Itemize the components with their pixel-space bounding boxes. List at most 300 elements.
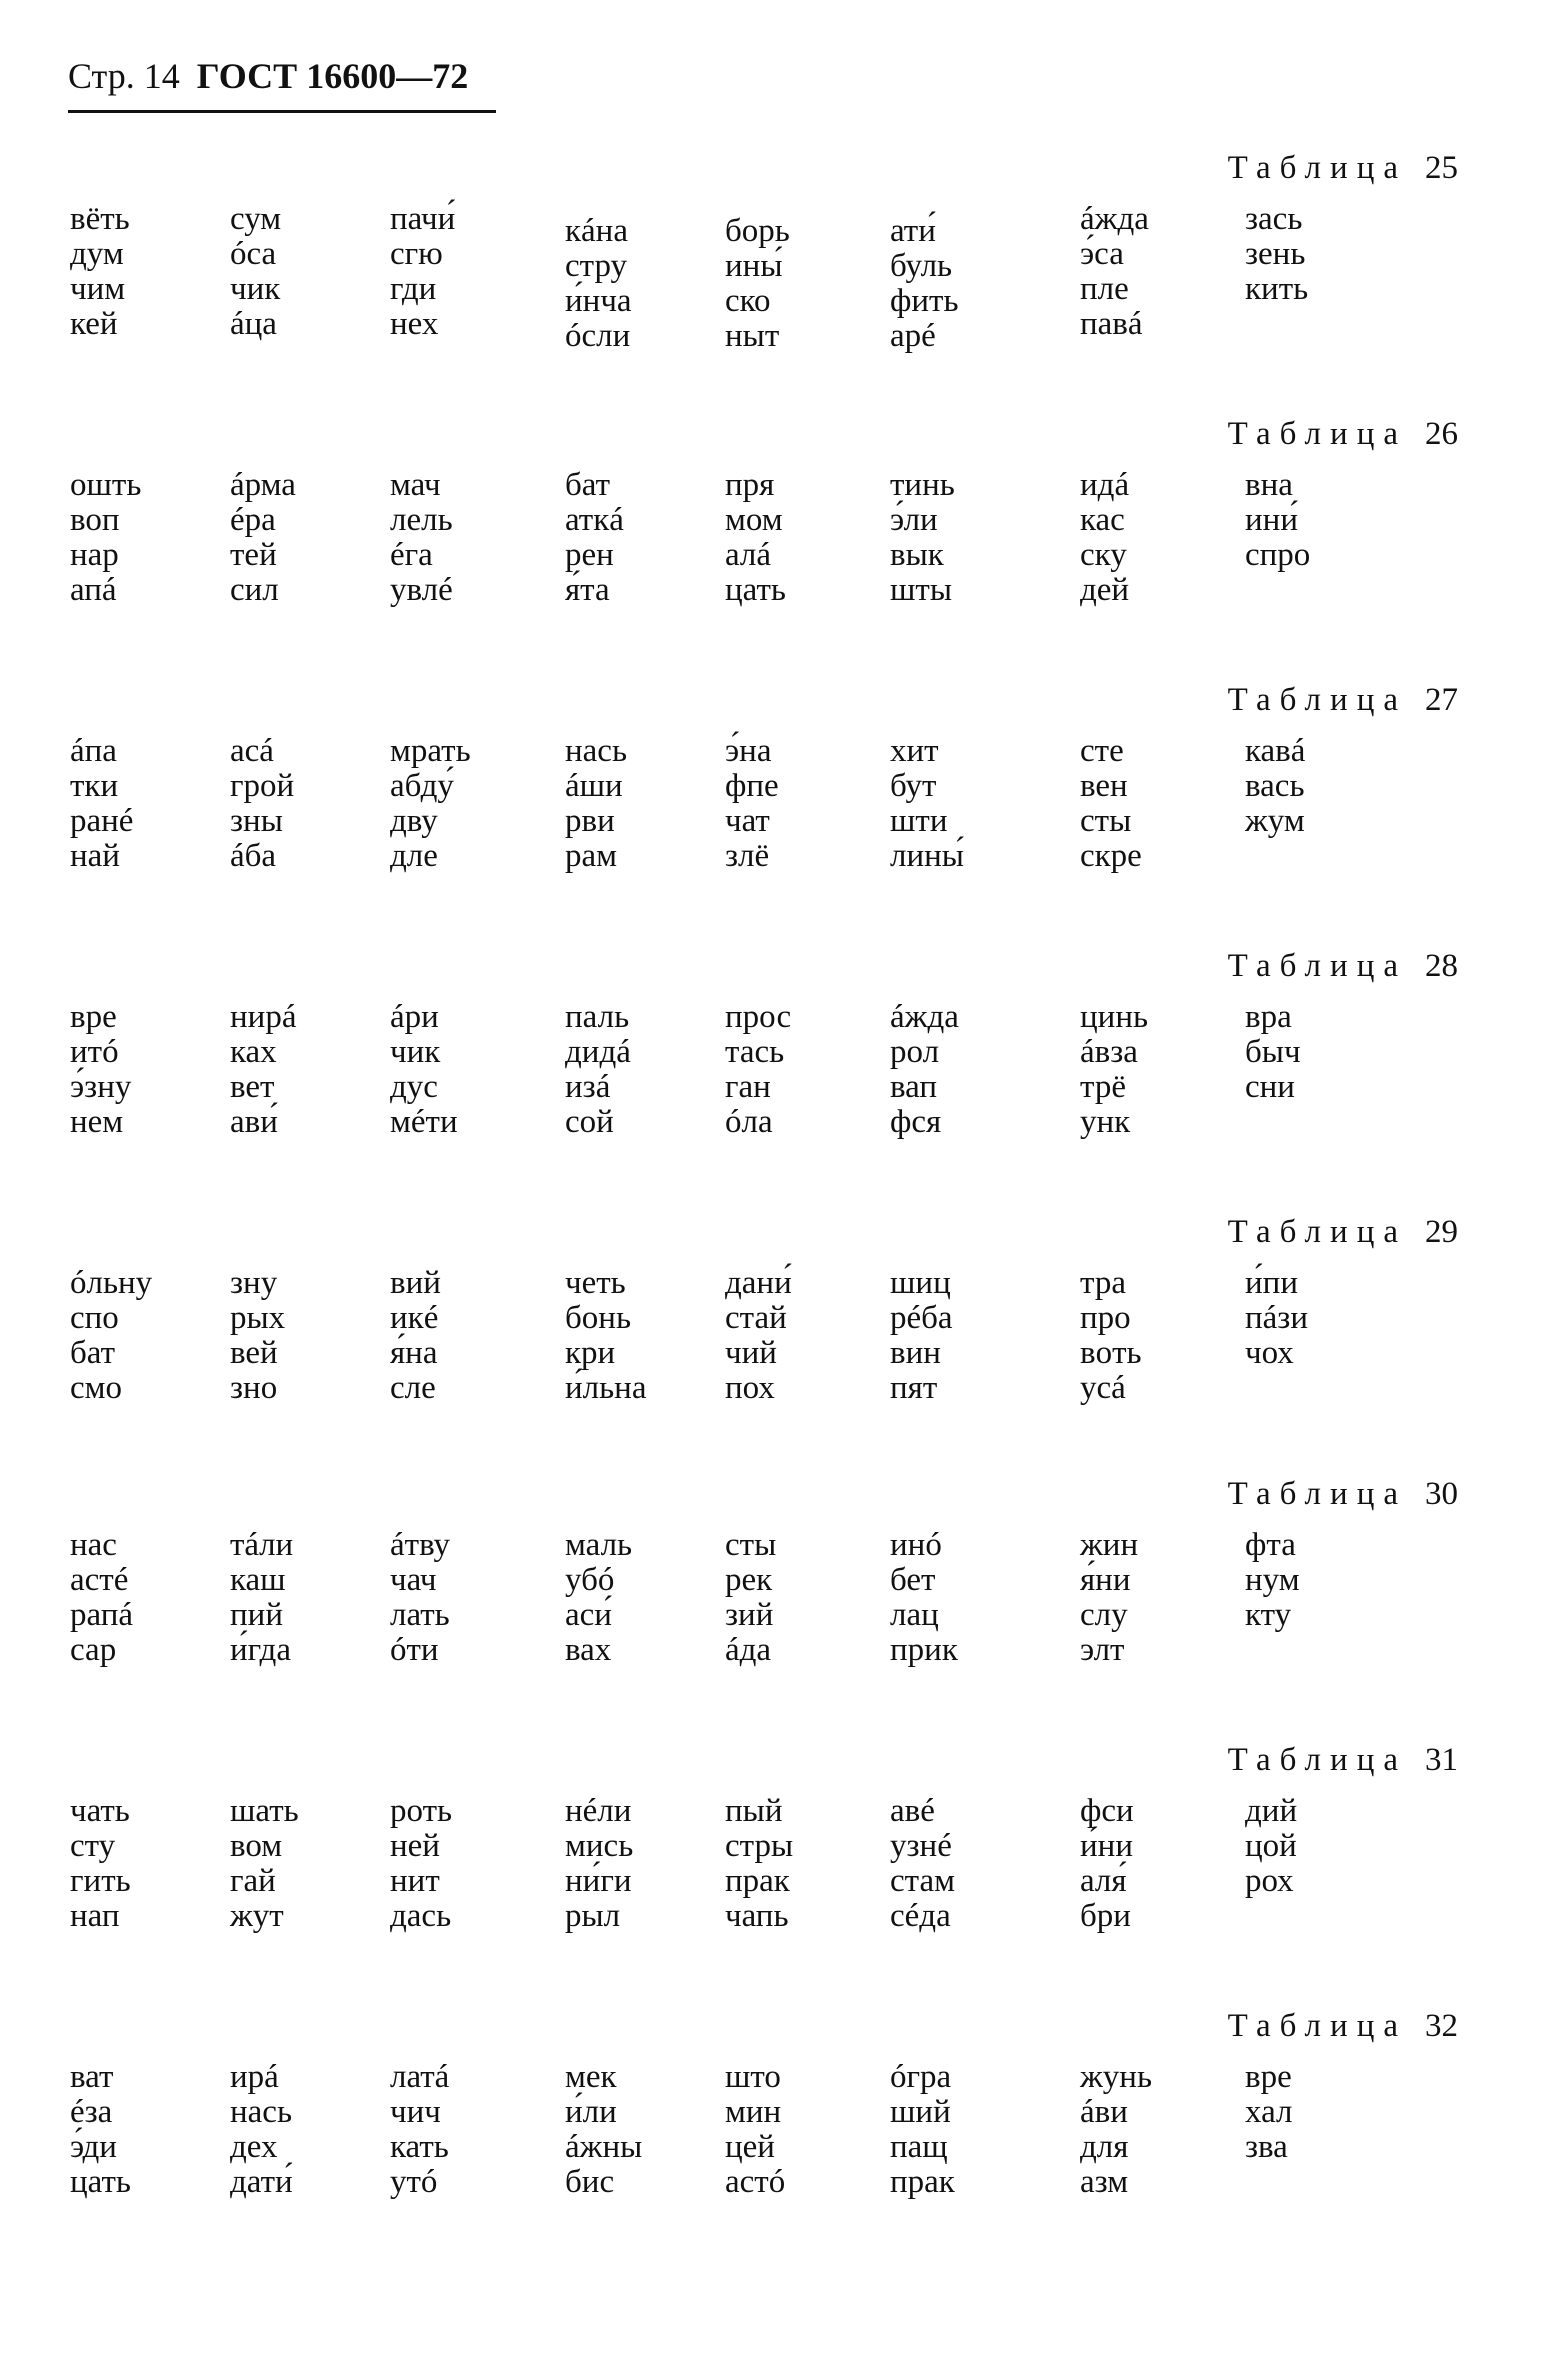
syllable-cell: дус [390,1069,438,1105]
syllable-cell: ныт [725,318,780,354]
word-column [390,468,453,608]
syllable-cell: áвза [1080,1034,1138,1070]
word-column [725,468,786,608]
syllable-cell: мек [565,2059,617,2095]
word-column [230,1266,285,1406]
word-column [1080,202,1149,342]
syllable-cell: стай [725,1300,787,1336]
syllable-cell: инó [890,1527,942,1563]
syllable-cell: сту [70,1828,116,1864]
syllable-cell: вах [565,1632,612,1668]
word-column [70,734,133,874]
syllable-cell: мéти [390,1104,458,1140]
syllable-cell: рéба [890,1300,953,1336]
word-column [230,1794,299,1934]
syllable-cell: тась [725,1034,785,1070]
syllable-cell: цой [1245,1828,1297,1864]
word-column [230,1528,293,1668]
word-column [725,734,779,874]
syllable-cell: астé [70,1562,129,1598]
table-caption-word: Таблица [1227,2008,1407,2044]
syllable-cell: тáли [230,1527,294,1563]
syllable-cell: быч [1245,1034,1301,1070]
syllable-cell: и́ни [1080,1828,1133,1864]
syllable-cell: аткá [565,502,624,538]
syllable-cell: рам [565,838,618,874]
syllable-cell: дани́ [725,1265,792,1301]
syllable-cell: рых [230,1300,286,1336]
header-rule [68,110,496,113]
syllable-cell: вен [1080,768,1128,804]
word-column [70,2060,131,2200]
table-caption-word: Таблица [1227,682,1407,718]
word-column [230,202,281,342]
syllable-cell: пый [725,1793,783,1829]
word-column [390,734,471,874]
syllable-cell: шиц [890,1265,951,1301]
syllable-cell: я́ни [1080,1562,1131,1598]
word-column [390,2060,449,2200]
word-column [1245,202,1308,307]
syllable-cell: унк [1080,1104,1131,1140]
syllable-cell: э́ли [890,502,938,538]
syllable-cell: óла [725,1104,773,1140]
syllable-cell: жин [1080,1527,1139,1563]
word-table [0,150,1566,390]
syllable-cell: ней [390,1828,440,1864]
syllable-cell: цей [725,2129,775,2165]
syllable-cell: дидá [565,1034,631,1070]
syllable-cell: вом [230,1828,283,1864]
word-column [1245,2060,1292,2165]
syllable-cell: прик [890,1632,958,1668]
syllable-cell: идá [1080,467,1130,503]
syllable-cell: ошть [70,467,142,503]
syllable-cell: лать [390,1597,450,1633]
syllable-cell: гди [390,271,437,307]
syllable-cell: рыл [565,1898,621,1934]
syllable-cell: бис [565,2164,615,2200]
syllable-cell: сты [1080,803,1132,839]
syllable-cell: фить [890,283,959,319]
syllable-cell: мин [725,2094,782,2130]
word-table [0,682,1566,922]
syllable-cell: ско [725,283,771,319]
syllable-cell: вра [1245,999,1292,1035]
syllable-cell: икé [390,1300,439,1336]
syllable-cell: цать [70,2164,131,2200]
word-column [230,2060,293,2200]
word-column [1245,468,1310,573]
syllable-cell: гай [230,1863,276,1899]
syllable-cell: цать [725,572,786,608]
syllable-cell: зень [1245,236,1306,272]
syllable-cell: изá [565,1069,611,1105]
syllable-cell: вре [70,999,117,1035]
word-column [1080,734,1142,874]
syllable-cell: бри [1080,1898,1131,1934]
syllable-cell: и́нча [565,283,632,319]
word-column [70,468,141,608]
syllable-cell: для [1080,2129,1129,2165]
syllable-cell: óти [390,1632,439,1668]
syllable-cell: и́пи [1245,1265,1298,1301]
table-number: 32 [1425,2008,1458,2044]
standard-number: 16600—72 [306,56,469,96]
syllable-cell: ины́ [725,248,783,284]
syllable-cell: буль [890,248,953,284]
table-caption [1228,150,1458,187]
word-column [890,2060,955,2200]
syllable-cell: вин [890,1335,941,1371]
syllable-cell: óльну [70,1265,153,1301]
syllable-cell: смо [70,1370,123,1406]
word-column [890,1528,958,1668]
word-column [1080,468,1129,608]
syllable-cell: арé [890,318,936,354]
syllable-cell: óсли [565,318,631,354]
syllable-cell: хал [1245,2094,1293,2130]
table-number: 28 [1425,948,1458,984]
word-column [565,1266,647,1406]
syllable-cell: сты [725,1527,777,1563]
syllable-cell: цинь [1080,999,1149,1035]
word-column [1080,2060,1152,2200]
syllable-cell: пох [725,1370,775,1406]
syllable-cell: хит [890,733,939,769]
syllable-cell: най [70,838,120,874]
syllable-cell: воп [70,502,120,538]
syllable-cell: усá [1080,1370,1126,1406]
syllable-cell: ини́ [1245,502,1298,538]
syllable-cell: мач [390,467,441,503]
syllable-cell: кить [1245,271,1309,307]
syllable-cell: éра [230,502,276,538]
syllable-cell: áши [565,768,623,804]
syllable-cell: вет [230,1069,275,1105]
syllable-cell: шти [890,803,948,839]
syllable-cell: вре [1245,2059,1292,2095]
syllable-cell: кáна [565,213,628,249]
word-column [1080,1528,1138,1668]
syllable-cell: зий [725,1597,774,1633]
syllable-cell: рох [1245,1863,1294,1899]
syllable-cell: дум [70,236,124,272]
syllable-cell: паль [565,999,630,1035]
word-column [70,1000,131,1140]
word-column [565,214,632,354]
syllable-cell: ган [725,1069,771,1105]
word-column [70,1528,133,1668]
table-caption [1228,948,1458,985]
word-column [390,1266,441,1406]
syllable-cell: кас [1080,502,1125,538]
syllable-cell: áрма [230,467,296,503]
syllable-cell: шать [230,1793,299,1829]
syllable-cell: фси [1080,1793,1134,1829]
word-table [0,416,1566,656]
syllable-cell: фпе [725,768,779,804]
syllable-cell: тинь [890,467,955,503]
syllable-cell: нась [565,733,628,769]
syllable-cell: э́са [1080,236,1124,272]
word-column [1245,1528,1300,1633]
syllable-cell: кей [70,306,118,342]
syllable-cell: кавá [1245,733,1306,769]
word-column [1080,1794,1134,1934]
word-column [725,1000,791,1140]
syllable-cell: вий [390,1265,441,1301]
syllable-cell: чий [725,1335,777,1371]
syllable-cell: нум [1245,1562,1300,1598]
word-column [890,1794,955,1934]
syllable-cell: чач [390,1562,437,1598]
syllable-cell: утó [390,2164,438,2200]
syllable-cell: маль [565,1527,633,1563]
word-column [725,1266,792,1406]
syllable-cell: алá [725,537,772,573]
syllable-cell: нап [70,1898,120,1934]
syllable-cell: абду́ [390,768,454,804]
syllable-cell: и́льна [565,1370,647,1406]
syllable-cell: пáзи [1245,1300,1309,1336]
syllable-cell: прос [725,999,792,1035]
syllable-cell: éга [390,537,433,573]
syllable-cell: рви [565,803,615,839]
syllable-cell: што [725,2059,781,2095]
syllable-cell: чик [390,1034,441,1070]
syllable-cell: фта [1245,1527,1296,1563]
syllable-cell: нась [230,2094,293,2130]
word-column [390,1794,452,1934]
syllable-cell: нех [390,306,439,342]
syllable-cell: и́гда [230,1632,291,1668]
syllable-cell: дати́ [230,2164,293,2200]
syllable-cell: сой [565,1104,614,1140]
word-table [0,948,1566,1188]
word-column [890,468,955,608]
syllable-cell: вась [1245,768,1305,804]
word-column [230,1000,296,1140]
syllable-cell: бат [565,467,611,503]
table-caption-word: Таблица [1227,150,1407,186]
syllable-cell: бат [70,1335,116,1371]
syllable-cell: стам [890,1863,956,1899]
table-number: 26 [1425,416,1458,452]
page-header [68,58,468,94]
syllable-cell: шты [890,572,953,608]
syllable-cell: чим [70,271,126,307]
syllable-cell: чать [70,1793,130,1829]
syllable-cell: рол [890,1034,940,1070]
syllable-cell: áжны [565,2129,643,2165]
syllable-cell: нем [70,1104,124,1140]
syllable-cell: рапá [70,1597,134,1633]
table-caption [1228,1742,1458,1779]
syllable-cell: мись [565,1828,634,1864]
syllable-cell: сле [390,1370,436,1406]
table-caption-word: Таблица [1227,1742,1407,1778]
syllable-cell: гить [70,1863,131,1899]
syllable-cell: ирá [230,2059,279,2095]
syllable-cell: сар [70,1632,117,1668]
syllable-cell: рен [565,537,614,573]
syllable-cell: сни [1245,1069,1295,1105]
syllable-cell: тки [70,768,119,804]
syllable-cell: нас [70,1527,117,1563]
syllable-cell: пле [1080,271,1129,307]
syllable-cell: и́ли [565,2094,617,2130]
table-caption [1228,1214,1458,1251]
word-column [890,1000,959,1140]
syllable-cell: чох [1245,1335,1294,1371]
syllable-cell: нар [70,537,119,573]
syllable-cell: э́зну [70,1069,132,1105]
syllable-cell: пачи́ [390,201,456,237]
word-column [70,1266,152,1406]
table-caption [1228,682,1458,719]
syllable-cell: ший [890,2094,951,2130]
syllable-cell: про [1080,1300,1131,1336]
table-number: 29 [1425,1214,1458,1250]
syllable-cell: прак [890,2164,955,2200]
syllable-cell: каш [230,1562,286,1598]
syllable-cell: роть [390,1793,453,1829]
syllable-cell: итó [70,1034,119,1070]
syllable-cell: лины́ [890,838,964,874]
syllable-cell: зва [1245,2129,1288,2165]
syllable-cell: жум [1245,803,1305,839]
word-column [230,734,294,874]
word-column [1245,1266,1308,1371]
word-column [1245,1000,1301,1105]
standard-label: ГОСТ [196,56,298,96]
word-column [1245,734,1305,839]
syllable-cell: э́на [725,733,772,769]
syllable-cell: вап [890,1069,938,1105]
syllable-cell: аси́ [565,1597,612,1633]
word-column [390,202,455,342]
word-column [390,1528,450,1668]
syllable-cell: ват [70,2059,114,2095]
word-column [565,1794,633,1934]
table-caption-word: Таблица [1227,1476,1407,1512]
word-column [565,468,624,608]
syllable-cell: дву [390,803,438,839]
table-caption [1228,416,1458,453]
table-caption-word: Таблица [1227,416,1407,452]
syllable-cell: скре [1080,838,1142,874]
syllable-cell: нит [390,1863,440,1899]
syllable-cell: áви [1080,2094,1128,2130]
word-column [890,1266,953,1406]
word-column [725,1528,776,1668]
syllable-cell: узнé [890,1828,952,1864]
syllable-cell: сгю [390,236,443,272]
syllable-cell: кту [1245,1597,1292,1633]
syllable-cell: чат [725,803,770,839]
syllable-cell: óгра [890,2059,952,2095]
syllable-cell: я́на [390,1335,438,1371]
syllable-cell: мрать [390,733,471,769]
syllable-cell: жут [230,1898,284,1934]
syllable-cell: áба [230,838,277,874]
table-caption [1228,1476,1458,1513]
word-column [890,214,959,354]
syllable-cell: áри [390,999,439,1035]
table-number: 25 [1425,150,1458,186]
table-number: 31 [1425,1742,1458,1778]
syllable-cell: азм [1080,2164,1129,2200]
syllable-cell: элт [1080,1632,1125,1668]
syllable-cell: кри [565,1335,616,1371]
syllable-cell: нирá [230,999,297,1035]
syllable-cell: сéда [890,1898,951,1934]
syllable-cell: ати́ [890,213,936,249]
syllable-cell: стру [565,248,628,284]
syllable-cell: мом [725,502,783,538]
table-caption [1228,2008,1458,2045]
syllable-cell: борь [725,213,790,249]
syllable-cell: зась [1245,201,1303,237]
syllable-cell: жунь [1080,2059,1153,2095]
word-table [0,1742,1566,1982]
syllable-cell: áжда [890,999,959,1035]
syllable-cell: спо [70,1300,119,1336]
syllable-cell: зну [230,1265,278,1301]
word-table [0,1214,1566,1454]
word-column [725,2060,785,2200]
syllable-cell: вoть [1080,1335,1142,1371]
syllable-cell: ави́ [230,1104,278,1140]
syllable-cell: прак [725,1863,790,1899]
syllable-cell: авé [890,1793,935,1829]
syllable-cell: кать [390,2129,449,2165]
syllable-cell: óса [230,236,277,272]
syllable-cell: ранé [70,803,134,839]
table-caption-word: Таблица [1227,948,1407,984]
word-table [0,1476,1566,1716]
syllable-cell: спро [1245,537,1311,573]
word-column [1080,1000,1148,1140]
syllable-cell: грой [230,768,295,804]
syllable-cell: дех [230,2129,278,2165]
word-column [565,734,627,874]
syllable-cell: вёть [70,201,130,237]
syllable-cell: апá [70,572,117,608]
syllable-cell: чич [390,2094,441,2130]
syllable-cell: éза [70,2094,113,2130]
syllable-cell: áда [725,1632,772,1668]
syllable-cell: вык [890,537,944,573]
syllable-cell: слу [1080,1597,1128,1633]
syllable-cell: дий [1245,1793,1298,1829]
syllable-cell: чапь [725,1898,789,1934]
syllable-cell: дей [1080,572,1130,608]
syllable-cell: áпа [70,733,117,769]
word-column [70,202,130,342]
syllable-cell: лель [390,502,453,538]
table-number: 27 [1425,682,1458,718]
syllable-cell: асá [230,733,274,769]
word-column [565,1528,632,1668]
table-number: 30 [1425,1476,1458,1512]
page-number: Стр. 14 [68,56,180,96]
syllable-cell: павá [1080,306,1143,342]
syllable-cell: латá [390,2059,450,2095]
syllable-cell: трё [1080,1069,1126,1105]
syllable-cell: э́ди [70,2129,117,2165]
